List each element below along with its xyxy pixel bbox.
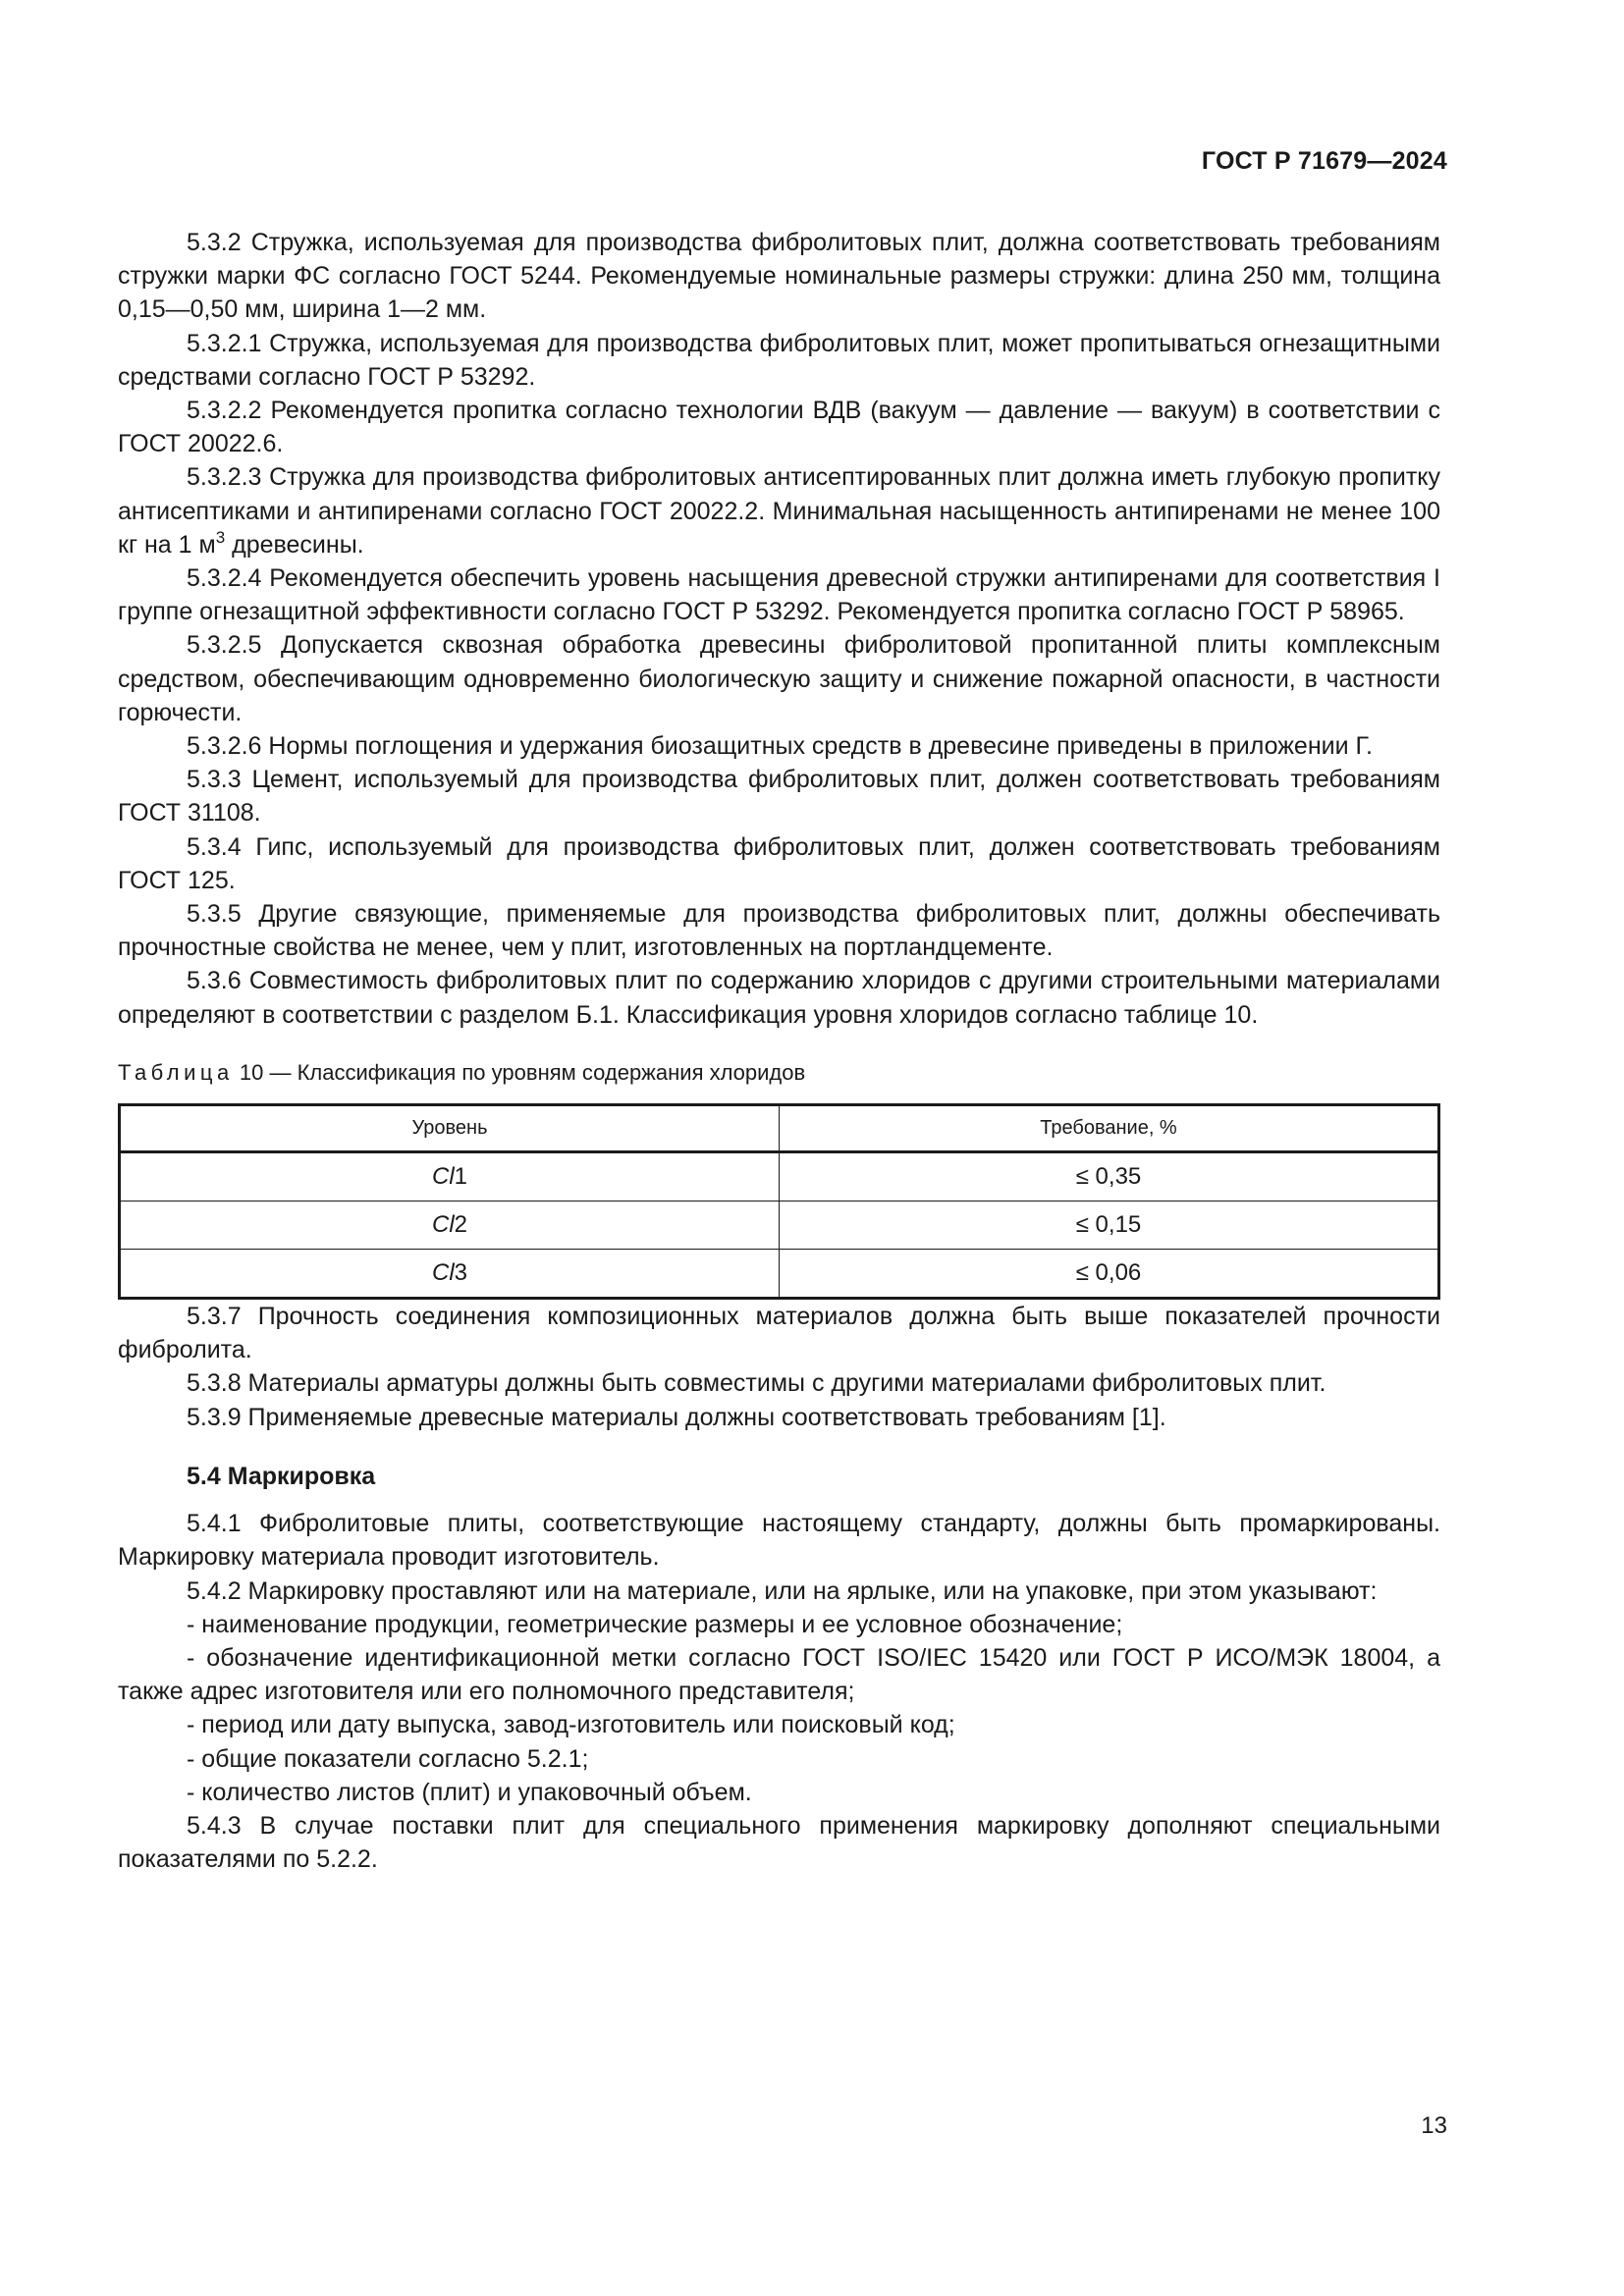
level-symbol: Cl (431, 1258, 455, 1286)
paragraph-5-3-2-3-tail: древесины. (225, 530, 364, 559)
level-number: 3 (454, 1258, 468, 1286)
paragraph-5-3-2-5: 5.3.2.5 Допускается сквозная обработка древесины фибролитовой пропитанной плиты комплексным средством, обеспечивающим одновременно биологическую защиту и снижение пожарной опасности, в частности горючести. (118, 631, 1440, 726)
superscript-3: 3 (215, 527, 226, 547)
paragraph-5-3-2-1: 5.3.2.1 Стружка, используемая для производства фибролитовых плит, может пропитываться огнезащитными средствами согласно ГОСТ Р 53292. (118, 329, 1440, 391)
list-item: - количество листов (плит) и упаковочный объем. (187, 1778, 752, 1806)
list-item: - период или дату выпуска, завод-изготовитель или поисковый код; (187, 1711, 955, 1739)
level-symbol: Cl (431, 1162, 455, 1190)
column-header-requirement: Требование, % (780, 1105, 1439, 1152)
table-header-row (120, 1105, 1439, 1152)
page-number: 13 (1421, 2112, 1447, 2139)
paragraph-5-3-2-6: 5.3.2.6 Нормы поглощения и удержания биозащитных средств в древесине приведены в приложении Г. (187, 732, 1373, 761)
level-number: 2 (454, 1210, 468, 1238)
paragraph-5-3-2-2: 5.3.2.2 Рекомендуется пропитка согласно технологии ВДВ (вакуум — давление — вакуум) в соответствии с ГОСТ 20022.6. (118, 397, 1440, 458)
paragraph-5-3-9: 5.3.9 Применяемые древесные материалы должны соответствовать требованиям [1]. (187, 1403, 1166, 1431)
paragraph-5-3-2: 5.3.2 Стружка, используемая для производства фибролитовых плит, должна соответствовать требованиям стружки марки ФС согласно ГОСТ 5244. Рекомендуемые номинальные размеры стружки: длина 250 мм, толщина 0,15—0,50 мм, ширина 1—2 мм. (118, 229, 1440, 324)
level-cell (120, 1201, 780, 1250)
paragraph-5-3-3: 5.3.3 Цемент, используемый для производства фибролитовых плит, должен соответствовать требованиям ГОСТ 31108. (118, 766, 1440, 828)
paragraph-5-4-3: 5.4.3 В случае поставки плит для специального применения маркировку дополняют специальными показателями по 5.2.2. (118, 1811, 1440, 1874)
paragraph-5-3-6: 5.3.6 Совместимость фибролитовых плит по содержанию хлоридов с другими строительными материалами определяют в соответствии с разделом Б.1. Классификация уровня хлоридов согласно таблице 10. (118, 967, 1440, 1029)
table-row (120, 1152, 1439, 1201)
column-header-level: Уровень (120, 1105, 780, 1152)
table-row (120, 1201, 1439, 1250)
table-caption (118, 1056, 1440, 1090)
level-cell (120, 1250, 780, 1299)
requirement-cell: ≤ 0,35 (780, 1152, 1439, 1201)
document-header: ГОСТ Р 71679—2024 (1201, 147, 1447, 175)
level-cell (120, 1152, 780, 1201)
level-number: 1 (454, 1162, 468, 1190)
section-heading-5-4: 5.4 Маркировка (187, 1462, 376, 1490)
requirement-cell: ≤ 0,15 (780, 1201, 1439, 1250)
paragraph-5-3-7: 5.3.7 Прочность соединения композиционных материалов должна быть выше показателей прочности фибролита. (118, 1303, 1440, 1364)
paragraph-5-3-2-3 (118, 460, 1440, 561)
paragraph-5-3-5: 5.3.5 Другие связующие, применяемые для производства фибролитовых плит, должны обеспечивать прочностные свойства не менее, чем у плит, изготовленных на портландцементе. (118, 900, 1440, 962)
paragraph-5-3-2-3-text: 5.3.2.3 Стружка для производства фибролитовых антисептированных плит должна иметь глубокую пропитку антисептиками и антипиренами согласно ГОСТ 20022.2. Минимальная насыщенность антипиренами не менее 100 кг на 1 м (118, 463, 1440, 559)
level-symbol: Cl (431, 1210, 455, 1238)
paragraph-5-3-8: 5.3.8 Материалы арматуры должны быть совместимы с другими материалами фибролитовых плит. (187, 1369, 1326, 1398)
list-item: - общие показатели согласно 5.2.1; (187, 1744, 589, 1773)
paragraph-5-3-2-4: 5.3.2.4 Рекомендуется обеспечить уровень насыщения древесной стружки антипиренами для соответствия I группе огнезащитной эффективности согласно ГОСТ Р 53292. Рекомендуется пропитка согласно ГОСТ Р 58965. (118, 564, 1440, 626)
document-body (118, 226, 1440, 1876)
chloride-table (118, 1103, 1440, 1300)
paragraph-5-3-4: 5.3.4 Гипс, используемый для производства фибролитовых плит, должен соответствовать требованиям ГОСТ 125. (118, 832, 1440, 894)
requirement-cell: ≤ 0,06 (780, 1250, 1439, 1299)
table-caption-label: Таблица (118, 1059, 234, 1085)
paragraph-5-4-1: 5.4.1 Фибролитовые плиты, соответствующие настоящему стандарту, должны быть промаркированы. Маркировку материала проводит изготовитель. (118, 1510, 1440, 1572)
paragraph-5-4-2: 5.4.2 Маркировку проставляют или на материале, или на ярлыке, или на упаковке, при этом указывают: (187, 1576, 1378, 1605)
table-caption-text: 10 — Классификация по уровням содержания хлоридов (233, 1059, 806, 1085)
table-row (120, 1250, 1439, 1299)
list-item: - наименование продукции, геометрические размеры и ее условное обозначение; (187, 1610, 1123, 1638)
list-item: - обозначение идентификационной метки согласно ГОСТ ISO/IEC 15420 или ГОСТ Р ИСО/МЭК 18004, а также адрес изготовителя или его полномочного представителя; (118, 1643, 1440, 1706)
